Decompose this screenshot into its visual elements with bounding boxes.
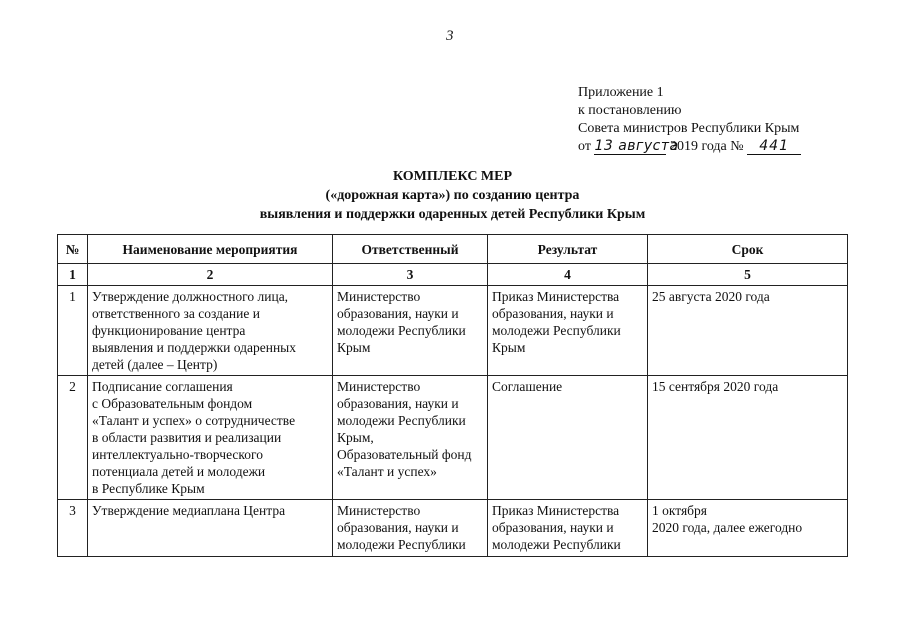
- header-name: Наименование мероприятия: [88, 235, 333, 264]
- measures-table: [57, 234, 848, 557]
- table-row: [58, 500, 848, 557]
- page-bottom-area: [0, 574, 905, 640]
- page-number: 3: [446, 28, 454, 44]
- deadline: 1 октября 2020 года, далее ежегодно: [648, 500, 848, 557]
- header-responsible: Ответственный: [333, 235, 488, 264]
- row-number: 3: [58, 500, 88, 557]
- appendix-line-3: Совета министров Республики Крым: [578, 121, 800, 136]
- column-number: 4: [488, 264, 648, 286]
- title-line-2: («дорожная карта») по созданию центра: [325, 188, 580, 203]
- deadline: 15 сентября 2020 года: [648, 376, 848, 500]
- handwritten-number: 441: [747, 138, 801, 155]
- header-number: №: [58, 235, 88, 264]
- measure-name: Подписание соглашения с Образовательным фондом «Талант и успех» о сотрудничестве в области развития и реализации интеллектуально-творческого потенциала детей и молодежи в Республике Крым: [88, 376, 333, 500]
- document-title: [0, 167, 905, 224]
- appendix-date-line: [578, 138, 801, 156]
- responsible: Министерство образования, науки и молодежи Республики: [333, 500, 488, 557]
- column-number: 5: [648, 264, 848, 286]
- deadline: 25 августа 2020 года: [648, 286, 848, 376]
- result: Соглашение: [488, 376, 648, 500]
- measure-name: Утверждение должностного лица, ответственного за создание и функционирование центра выявления и поддержки одаренных детей (далее – Центр): [88, 286, 333, 376]
- year-text: 2019 года №: [669, 139, 744, 154]
- column-number-row: [58, 264, 848, 286]
- table-row: [58, 376, 848, 500]
- date-prefix: от: [578, 139, 591, 154]
- header-result: Результат: [488, 235, 648, 264]
- result: Приказ Министерства образования, науки и молодежи Республики Крым: [488, 286, 648, 376]
- appendix-block: [578, 84, 801, 156]
- title-line-3: выявления и поддержки одаренных детей Республики Крым: [259, 207, 646, 222]
- column-number: 3: [333, 264, 488, 286]
- measure-name: Утверждение медиаплана Центра: [88, 500, 333, 557]
- row-number: 1: [58, 286, 88, 376]
- title-line-1: КОМПЛЕКС МЕР: [392, 169, 513, 184]
- header-deadline: Срок: [648, 235, 848, 264]
- column-number: 1: [58, 264, 88, 286]
- handwritten-date: 13 августа: [594, 138, 679, 154]
- column-number: 2: [88, 264, 333, 286]
- responsible: Министерство образования, науки и молодежи Республики Крым: [333, 286, 488, 376]
- appendix-line-1: Приложение 1: [578, 85, 664, 100]
- result: Приказ Министерства образования, науки и молодежи Республики: [488, 500, 648, 557]
- appendix-line-2: к постановлению: [578, 103, 682, 118]
- responsible: Министерство образования, науки и молодежи Республики Крым, Образовательный фонд «Талант и успех»: [333, 376, 488, 500]
- table-header-row: [58, 235, 848, 264]
- row-number: 2: [58, 376, 88, 500]
- table-row: [58, 286, 848, 376]
